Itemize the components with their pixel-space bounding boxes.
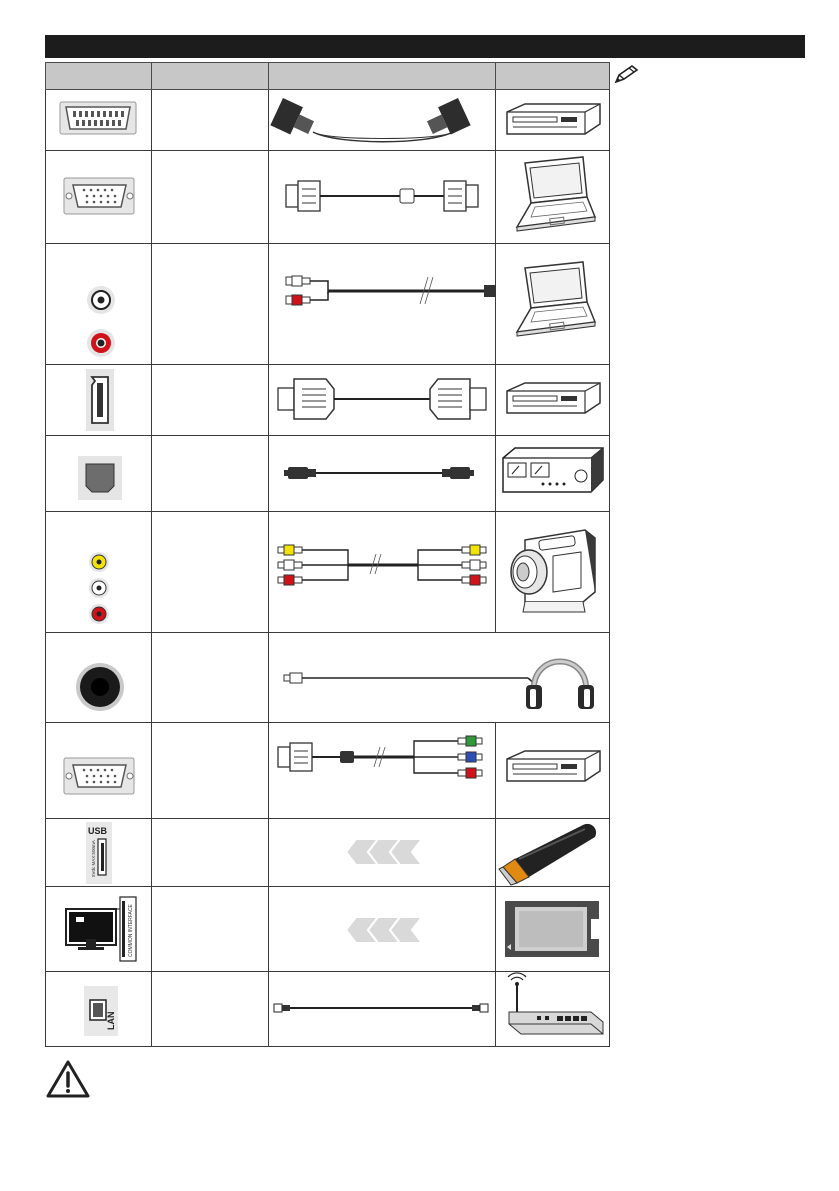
amplifier-icon xyxy=(495,436,610,511)
audio-in-port-icon xyxy=(45,244,152,364)
type-cell xyxy=(151,244,269,364)
pencil-note-icon xyxy=(612,64,642,91)
ci-slot-icon xyxy=(45,887,152,971)
headphone-port-icon xyxy=(45,633,152,722)
type-cell xyxy=(151,151,269,243)
page-title-bar xyxy=(45,35,805,58)
table-row xyxy=(45,151,610,244)
usb-stick-icon xyxy=(495,819,610,886)
table-row xyxy=(45,365,610,436)
header-type xyxy=(151,62,269,90)
usb-port-icon xyxy=(45,819,152,886)
vga-cable-icon xyxy=(268,151,496,243)
type-cell xyxy=(151,723,269,818)
router-icon xyxy=(495,972,610,1046)
table-row xyxy=(45,819,610,887)
ypbpr-cable-icon xyxy=(268,723,496,818)
table-row xyxy=(45,436,610,512)
header-connector xyxy=(45,62,152,90)
optical-cable-icon xyxy=(268,436,496,511)
vga-port-icon xyxy=(45,151,152,243)
header-device xyxy=(495,62,610,90)
table-row xyxy=(45,633,610,723)
connection-table xyxy=(45,90,610,1047)
usb-label: USB xyxy=(88,826,108,836)
type-cell xyxy=(151,819,269,886)
camcorder-icon xyxy=(495,512,610,632)
usb-power-label: 5Vdc MAX:500mA xyxy=(91,840,96,877)
type-cell xyxy=(151,436,269,511)
type-cell xyxy=(151,887,269,971)
type-cell xyxy=(151,972,269,1046)
av-in-port-icon xyxy=(45,512,152,632)
header-cables xyxy=(268,62,496,90)
headphones-icon xyxy=(526,662,594,710)
cam-module-icon xyxy=(495,887,610,971)
warning-triangle-icon xyxy=(44,1058,92,1105)
scart-cable-icon xyxy=(268,90,496,150)
ci-label: COMMON INTERFACE xyxy=(128,904,134,957)
headphone-cable-icon xyxy=(268,633,610,722)
av-cable-icon xyxy=(268,512,496,632)
table-row xyxy=(45,244,610,365)
table-row xyxy=(45,723,610,819)
ethernet-cable-icon xyxy=(268,972,496,1046)
dvd-player-icon xyxy=(495,723,610,818)
laptop-icon xyxy=(495,151,610,243)
type-cell xyxy=(151,365,269,435)
type-cell xyxy=(151,90,269,150)
table-row xyxy=(45,887,610,972)
laptop-icon xyxy=(495,244,610,364)
hdmi-cable-icon xyxy=(268,365,496,435)
hdmi-port-icon xyxy=(45,365,152,435)
lan-port-icon xyxy=(45,972,152,1046)
ypbpr-port-icon xyxy=(45,723,152,818)
insert-arrows-icon xyxy=(268,887,496,971)
table-row xyxy=(45,90,610,151)
dvd-player-icon xyxy=(495,365,610,435)
type-cell xyxy=(151,633,269,722)
audio-cable-icon xyxy=(268,244,496,364)
dvd-player-icon xyxy=(495,90,610,150)
type-cell xyxy=(151,512,269,632)
page-title xyxy=(45,39,51,53)
insert-arrows-icon xyxy=(268,819,496,886)
scart-port-icon xyxy=(45,90,152,150)
table-row xyxy=(45,512,610,633)
spdif-port-icon xyxy=(45,436,152,511)
table-row xyxy=(45,972,610,1047)
lan-label: LAN xyxy=(106,1011,116,1030)
